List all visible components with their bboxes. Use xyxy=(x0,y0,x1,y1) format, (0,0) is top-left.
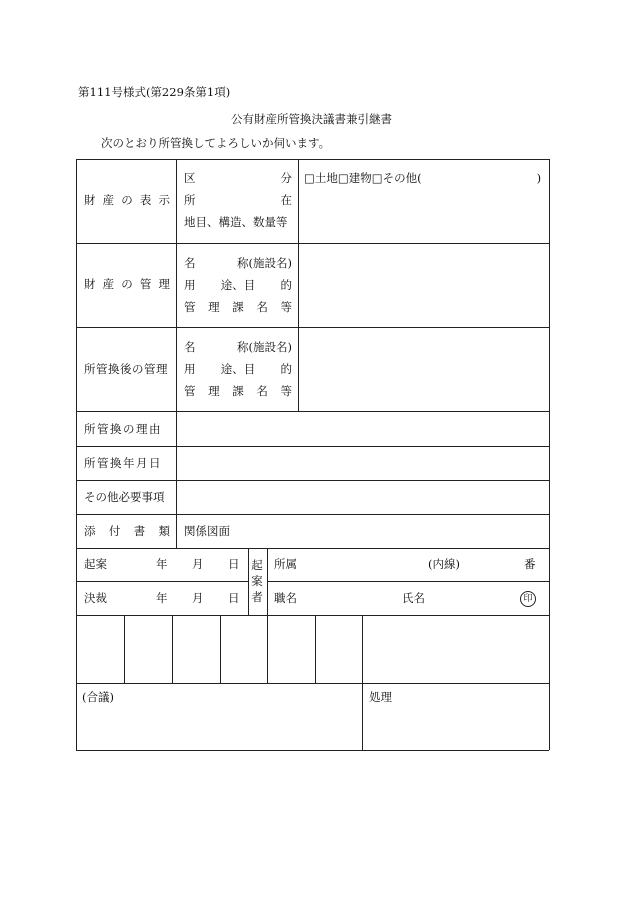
drafted-day: 日 xyxy=(228,557,240,571)
intro-text: 次のとおり所管換してよろしいか伺います。 xyxy=(101,136,331,150)
table-border-right xyxy=(549,159,550,750)
number-suffix: 番 xyxy=(524,557,536,571)
table-line xyxy=(76,514,549,515)
sublabel-facility-name: 名 称(施設名) xyxy=(184,340,292,354)
row-label-property-management: 財 産 の 管 理 xyxy=(84,277,170,291)
table-line xyxy=(76,683,549,684)
table-line xyxy=(76,411,549,412)
row-label-after-transfer-management: 所管換後の管理 xyxy=(84,362,168,376)
table-line xyxy=(267,615,268,683)
sublabel-category: 区 分 xyxy=(184,171,292,185)
sublabel-facility-name: 名 称(施設名) xyxy=(184,256,292,270)
processing-label: 処理 xyxy=(369,690,392,704)
row-label-other-matters: その他必要事項 xyxy=(84,490,165,504)
table-line xyxy=(176,159,177,548)
table-line xyxy=(76,581,248,582)
row-label-transfer-reason: 所管換の理由 xyxy=(84,422,162,436)
drafted-year: 年 xyxy=(156,557,168,571)
extension-label: (内線) xyxy=(428,557,460,571)
table-line xyxy=(76,750,549,751)
sublabel-department: 管 理 課 名 等 xyxy=(184,300,292,314)
table-line xyxy=(267,581,549,582)
table-line xyxy=(76,327,549,328)
decided-year: 年 xyxy=(156,591,168,605)
drafted-label: 起案 xyxy=(84,557,107,571)
table-line xyxy=(76,243,549,244)
table-line xyxy=(76,159,549,160)
property-type-options: □土地□建物□その他( ) xyxy=(304,171,542,185)
form-title: 公有財産所管換決議書兼引継書 xyxy=(231,112,392,126)
table-line xyxy=(267,548,268,615)
decided-month: 月 xyxy=(192,591,204,605)
table-line xyxy=(248,548,249,615)
table-line xyxy=(76,615,549,616)
drafter-label: 起 案 者 xyxy=(251,558,263,604)
position-label: 職名 xyxy=(274,591,297,605)
table-line xyxy=(298,159,299,411)
table-line xyxy=(76,548,549,549)
table-line xyxy=(362,615,363,750)
name-label: 氏名 xyxy=(402,591,425,605)
sublabel-land-structure-quantity: 地目、構造、数量等 xyxy=(184,215,288,229)
attachments-value: 関係図面 xyxy=(184,524,230,538)
table-line xyxy=(172,615,173,683)
decided-label: 決裁 xyxy=(84,591,107,605)
row-label-transfer-date: 所管換年月日 xyxy=(84,456,162,470)
table-line xyxy=(76,480,549,481)
row-label-attachments: 添 付 書 類 xyxy=(84,524,170,538)
table-line xyxy=(220,615,221,683)
decided-day: 日 xyxy=(228,591,240,605)
affiliation-label: 所属 xyxy=(274,557,297,571)
sublabel-purpose: 用 途、目 的 xyxy=(184,362,292,376)
sublabel-purpose: 用 途、目 的 xyxy=(184,278,292,292)
drafted-month: 月 xyxy=(192,557,204,571)
form-number: 第111号様式(第229条第1項) xyxy=(78,85,231,99)
table-line xyxy=(76,446,549,447)
table-line xyxy=(124,615,125,683)
sublabel-location: 所 在 xyxy=(184,193,292,207)
seal-icon: 印 xyxy=(520,591,536,607)
row-label-property-display: 財 産 の 表 示 xyxy=(84,193,170,207)
table-border-left xyxy=(76,159,77,750)
sublabel-department: 管 理 課 名 等 xyxy=(184,384,292,398)
consultation-label: (合議) xyxy=(82,690,114,704)
table-line xyxy=(315,615,316,683)
